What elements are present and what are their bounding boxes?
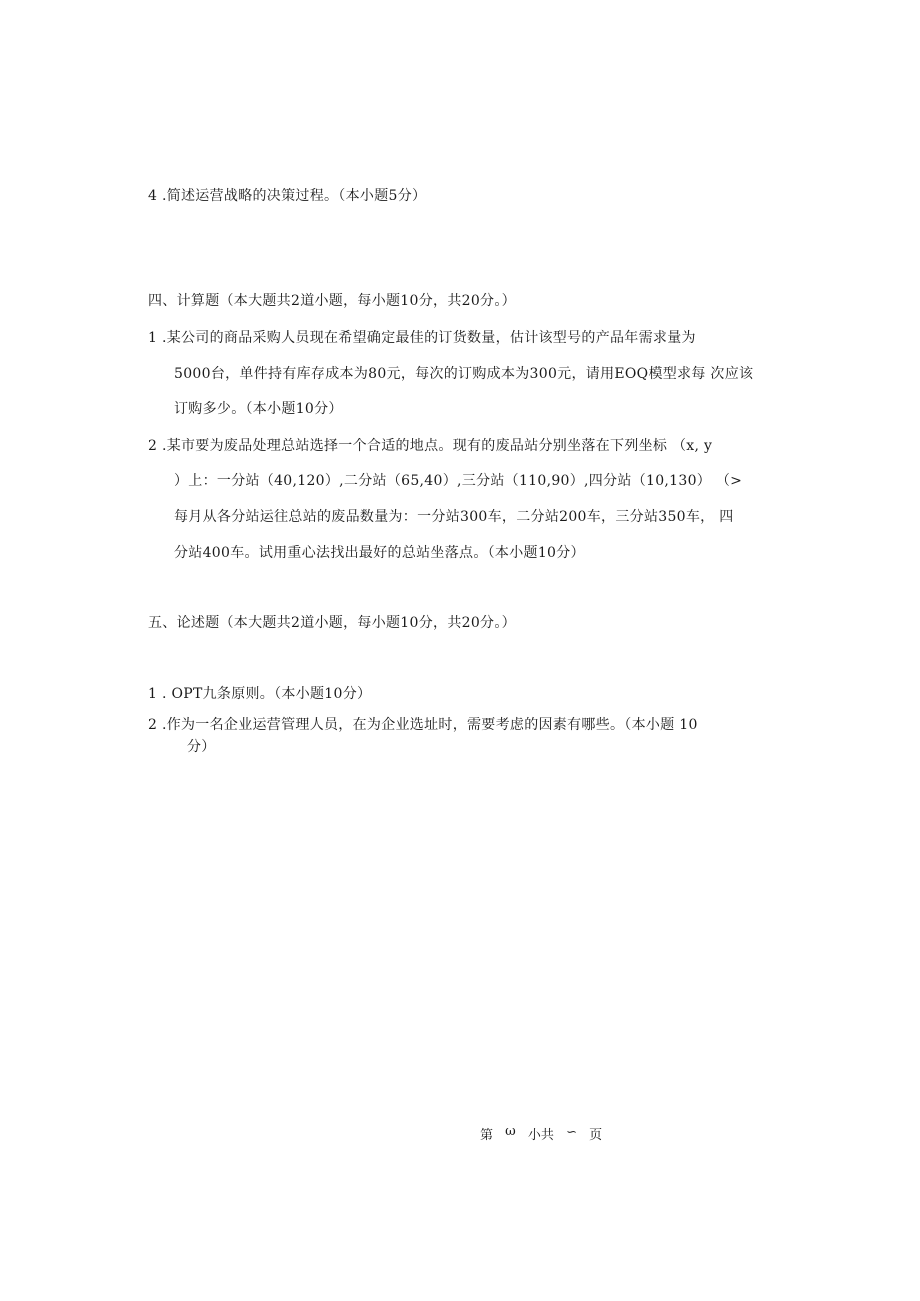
footer-mid: 小共: [527, 1128, 554, 1143]
footer-total-pages: ∽: [566, 1125, 577, 1140]
paragraph-line: 2 .某市要为废品处理总站选择一个合适的地点。现有的废品站分别坐落在下列坐标 （x, y: [148, 438, 713, 454]
section-4-heading: 四、计算题（本大题共2道小题，每小题10分，共20分。）: [148, 293, 516, 309]
paragraph-line: 每月从各分站运往总站的废品数量为：一分站300车，二分站200车，三分站350车， 四: [174, 509, 734, 525]
paragraph-line: ）上：一分站（40,120）,二分站（65,40）,三分站（110,90）,四分站（10,130） （>: [174, 473, 743, 489]
footer-page-number: ω: [505, 1124, 516, 1139]
paragraph-line: 2 .作为一名企业运营管理人员，在为企业选址时，需要考虑的因素有哪些。（本小题 10: [148, 717, 698, 733]
paragraph-line: 1 .某公司的商品采购人员现在希望确定最佳的订货数量，估计该型号的产品年需求量为: [148, 330, 696, 346]
footer-prefix: 第: [480, 1128, 494, 1143]
question-3-item-4: 4 .简述运营战略的决策过程。（本小题5分）: [148, 188, 427, 204]
footer-suffix: 页: [589, 1128, 603, 1143]
paragraph-line: 5000台，单件持有库存成本为80元，每次的订购成本为300元，请用EOQ模型求每 次应该: [174, 366, 754, 382]
paragraph-line: 分）: [187, 739, 216, 755]
section-5-question-1: 1 . OPT九条原则。（本小题10分）: [148, 686, 372, 702]
section-5-heading: 五、论述题（本大题共2道小题，每小题10分，共20分。）: [148, 615, 516, 631]
paragraph-line: 订购多少。（本小题10分）: [174, 401, 343, 417]
page-footer: [480, 1126, 602, 1146]
paragraph-line: 分站400车。试用重心法找出最好的总站坐落点。（本小题10分）: [174, 545, 585, 561]
